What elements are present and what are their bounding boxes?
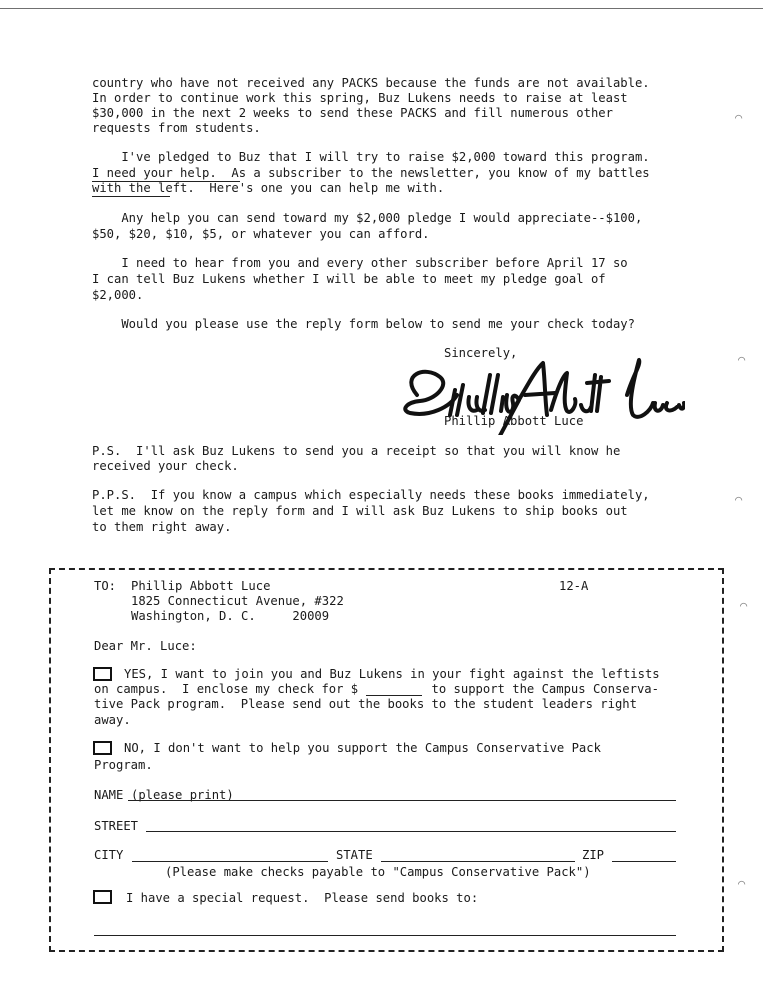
paragraph-2-line-3: with the left. Here's one you can help me with. (92, 181, 445, 195)
paragraph-2-line-2: I need your help. As a subscriber to the newsletter, you know of my battles (92, 166, 650, 180)
yes-option-line-4: away. (94, 713, 131, 727)
paragraph-3-line-1: Any help you can send toward my $2,000 pledge I would appreciate--$100, (92, 211, 643, 225)
paragraph-5-line-1: Would you please use the reply form below to send me your check today? (92, 317, 635, 331)
paragraph-1-line-1: country who have not received any PACKS because the funds are not available. (92, 76, 650, 90)
state-field[interactable] (381, 861, 575, 862)
special-request-label: I have a special request. Please send books to: (126, 891, 479, 905)
yes-checkbox[interactable] (93, 667, 112, 681)
paragraph-2-line-1: I've pledged to Buz that I will try to raise $2,000 toward this program. (92, 150, 650, 164)
signature-typed-name: Phillip Abbott Luce (444, 414, 584, 428)
paragraph-4-line-2: I can tell Buz Lukens whether I will be able to meet my pledge goal of (92, 272, 606, 286)
paragraph-4-line-3: $2,000. (92, 288, 144, 302)
street-label: STREET (94, 819, 139, 833)
check-amount-blank[interactable] (366, 695, 422, 696)
margin-tick-mark: ⌒ (740, 598, 748, 612)
name-field[interactable] (128, 800, 676, 801)
no-checkbox[interactable] (93, 741, 112, 755)
paragraph-1-line-4: requests from students. (92, 121, 261, 135)
postscript-line-1: P.S. I'll ask Buz Lukens to send you a receipt so that you will know he (92, 444, 621, 458)
address-line-2: 1825 Connecticut Avenue, #322 (131, 594, 344, 608)
city-label: CITY (94, 848, 124, 862)
margin-tick-mark: ⌒ (738, 876, 746, 890)
no-option-line-2: Program. (94, 758, 153, 772)
paragraph-1-line-3: $30,000 in the next 2 weeks to send these PACKS and fill numerous other (92, 106, 613, 120)
yes-option-line-3: tive Pack program. Please send out the books to the student leaders right (94, 697, 637, 711)
name-label: NAME (94, 788, 124, 802)
city-field[interactable] (132, 861, 328, 862)
name-hint: (please print) (131, 788, 234, 802)
yes-option-line-1: YES, I want to join you and Buz Lukens in your fight against the leftists (124, 667, 660, 681)
no-option-line-1: NO, I don't want to help you support the Campus Conservative Pack (124, 741, 601, 755)
post-postscript-line-3: to them right away. (92, 520, 232, 534)
street-field[interactable] (146, 831, 676, 832)
margin-tick-mark: ⌒ (738, 352, 746, 366)
yes-option-line-2: on campus. I enclose my check for $ to support the Campus Conserva- (94, 682, 659, 696)
to-label: TO: (94, 579, 117, 593)
address-line-1: Phillip Abbott Luce (131, 579, 271, 593)
address-line-3: Washington, D. C. 20009 (131, 609, 330, 623)
postscript-line-2: received your check. (92, 459, 239, 473)
zip-label: ZIP (582, 848, 605, 862)
checks-payable-note: (Please make checks payable to "Campus Conservative Pack") (165, 865, 591, 879)
post-postscript-line-1: P.P.S. If you know a campus which especially needs these books immediately, (92, 488, 650, 502)
special-request-field[interactable] (94, 935, 676, 936)
emphasis-underline (92, 196, 170, 197)
state-label: STATE (336, 848, 373, 862)
post-postscript-line-2: let me know on the reply form and I will ask Buz Lukens to ship books out (92, 504, 628, 518)
salutation: Dear Mr. Luce: (94, 639, 197, 653)
closing: Sincerely, (444, 346, 518, 360)
zip-field[interactable] (612, 861, 676, 862)
form-code: 12-A (559, 579, 589, 593)
emphasis-underline (92, 181, 240, 182)
special-request-checkbox[interactable] (93, 890, 112, 904)
paragraph-3-line-2: $50, $20, $10, $5, or whatever you can afford. (92, 227, 430, 241)
paragraph-1-line-2: In order to continue work this spring, Buz Lukens needs to raise at least (92, 91, 628, 105)
margin-tick-mark: ⌒ (735, 110, 743, 124)
margin-tick-mark: ⌒ (735, 492, 743, 506)
page-top-edge (0, 0, 763, 9)
paragraph-4-line-1: I need to hear from you and every other subscriber before April 17 so (92, 256, 628, 270)
